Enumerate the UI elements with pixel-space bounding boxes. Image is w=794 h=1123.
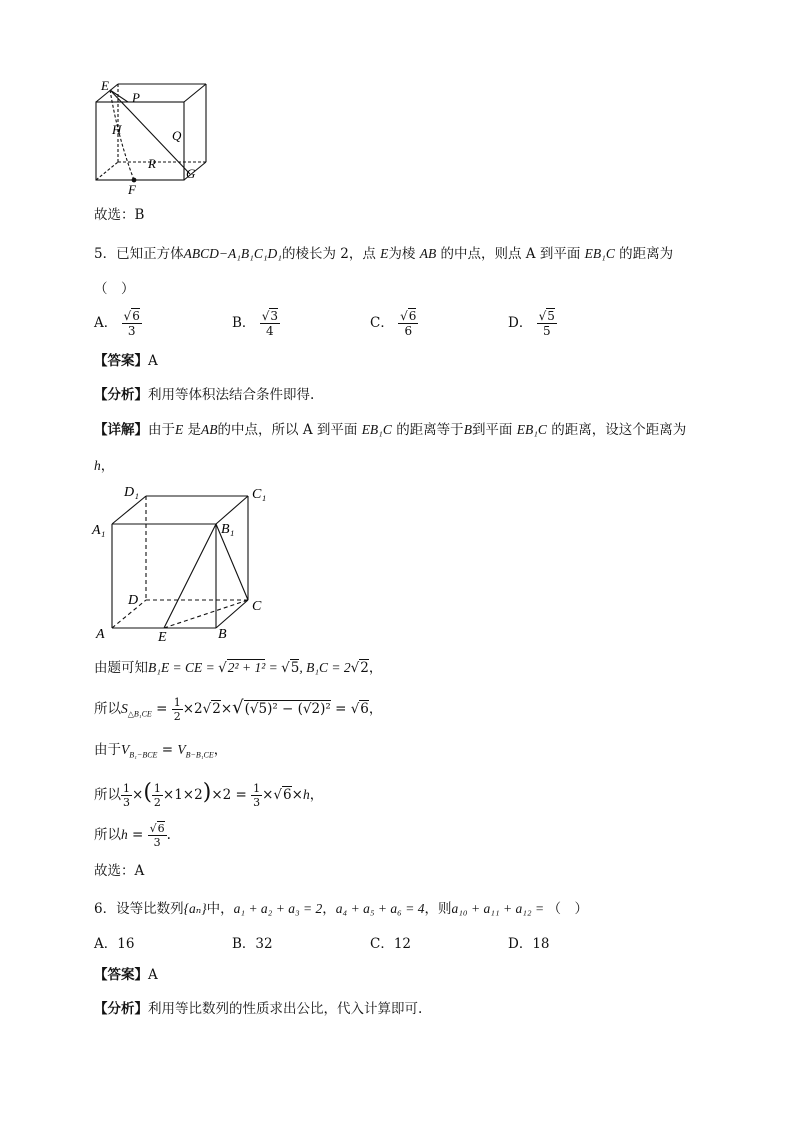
answer-value: A — [148, 353, 158, 369]
label-C1: C₁ — [252, 487, 267, 502]
step-math: = — [127, 827, 148, 843]
detail-text: 的距离，设这个距离为 — [551, 422, 687, 438]
q6-stem — [94, 902, 588, 917]
q5-option-a[interactable] — [94, 310, 142, 337]
analysis-text: 利用等体积法结合条件即得. — [148, 387, 315, 403]
q6-text: ，则 — [424, 901, 452, 917]
option-fraction: $\frac{√6}{6}$ — [400, 309, 417, 338]
q6-answer — [94, 969, 158, 983]
option-label: B． — [232, 315, 256, 331]
q5-mid1: 的棱长为 2，点 — [281, 246, 376, 262]
cube-figure — [90, 480, 280, 645]
detail-b: B — [463, 422, 472, 437]
detail-text: 的距离等于 — [396, 422, 464, 438]
step-math: × — [262, 787, 274, 803]
step-sub: △B₁CE — [127, 709, 152, 719]
step-radicand: 2 — [212, 701, 221, 717]
label-P: P — [132, 90, 140, 105]
q6-option-b[interactable]: B．32 — [232, 936, 273, 952]
step-math: V — [121, 742, 130, 757]
q5-detail-h — [94, 459, 114, 474]
step-math: , B₁C = 2 — [299, 660, 351, 675]
step-math: ×2 — [182, 701, 203, 717]
step-radicand: 5 — [290, 660, 300, 676]
label-D1: D₁ — [124, 485, 139, 500]
cube-figure-top — [88, 78, 218, 200]
q6-seq: {aₙ} — [183, 901, 207, 916]
step-radicand: (√5)² − (√2)² — [244, 701, 331, 717]
step-math: h — [121, 827, 128, 842]
q5-point-e: E — [380, 246, 389, 261]
option-fraction: $\frac{√6}{3}$ — [123, 309, 140, 338]
step-math: h — [302, 787, 310, 802]
step-fraction: $\frac{1}{2}$ — [173, 696, 181, 723]
detail-ab: AB — [201, 422, 218, 437]
step-text: 所以 — [94, 787, 121, 803]
analysis-tag: 【分析】 — [94, 1001, 148, 1017]
detail-text: 到平面 — [471, 422, 513, 438]
q5-plane: EB₁C — [584, 246, 615, 261]
step-math: B₁E = CE = — [148, 660, 219, 675]
step-paren: ( — [143, 780, 152, 805]
q6-eq1: a₁ + a₂ + a₃ = 2 — [233, 901, 323, 916]
label-E: E — [101, 78, 109, 93]
detail-h: h — [94, 458, 101, 473]
option-fraction: $\frac{√3}{4}$ — [261, 309, 279, 338]
detail-comma: ， — [100, 458, 115, 474]
step-text: ， — [368, 660, 383, 676]
q6-option-a[interactable]: A．16 — [94, 936, 135, 952]
option-fraction: $\frac{√5}{5}$ — [538, 309, 555, 338]
detail-tag: 【详解】 — [94, 422, 148, 438]
step-5 — [94, 823, 171, 848]
step-text: 所以 — [94, 827, 121, 843]
q6-eq2: a₄ + a₅ + a₆ = 4 — [335, 901, 425, 916]
q5-detail — [94, 423, 686, 438]
step-fraction: $\frac{1}{2}$ — [153, 782, 161, 809]
detail-e: E — [175, 422, 184, 437]
label-G: G — [186, 166, 196, 181]
q5-option-b[interactable] — [232, 310, 280, 337]
choose-line: 故选：A — [94, 863, 145, 879]
step-1: 由题可知B₁E = CE = √2² + 1² = √5, B₁C = 2√2， — [94, 660, 383, 676]
step-sub: B₁−BCE — [129, 750, 158, 760]
label-A1: A₁ — [92, 523, 106, 538]
q5-analysis — [94, 389, 314, 403]
label-E: E — [158, 630, 167, 645]
step-math: = — [330, 701, 351, 717]
step-3 — [94, 743, 227, 760]
label-F: F — [128, 182, 136, 197]
step-text: ， — [368, 701, 383, 717]
step-math: S — [121, 701, 128, 716]
label-B: B — [218, 627, 227, 642]
step-radicand: 6 — [283, 787, 292, 803]
step-text: 由题可知 — [94, 660, 148, 676]
answer-value: A — [148, 967, 158, 983]
label-H: H — [112, 122, 122, 137]
step-radicand: 2² + 1² — [227, 660, 266, 675]
q6-prefix: 6．设等比数列 — [94, 901, 184, 917]
label-R: R — [148, 156, 156, 171]
step-sub: B−B₁CE — [185, 750, 214, 760]
step-fraction: $\frac{1}{3}$ — [253, 782, 261, 809]
step-math: × — [132, 787, 144, 803]
q5-stem — [94, 247, 673, 262]
label-C: C — [252, 599, 262, 614]
q5-mid2: 为棱 — [388, 246, 416, 262]
q6-option-d[interactable]: D．18 — [508, 936, 550, 952]
step-2: 所以$S_{\triangle B_1CE}$ = $\frac{1}{2}$ ×2√2×√(√5)² − (√2)² = √6， — [94, 696, 383, 723]
q5-answer — [94, 355, 158, 369]
step-text: ， — [309, 787, 324, 803]
step-text: ， — [213, 742, 228, 758]
label-Q: Q — [172, 128, 182, 143]
step-fraction: $\frac{1}{3}$ — [123, 782, 130, 809]
step-paren: ) — [202, 780, 212, 805]
detail-text: 的中点，所以 A 到平面 — [217, 422, 358, 438]
q6-text: ， — [322, 901, 336, 917]
step-4: 所以 $\frac{1}{3}$ ×( $\frac{1}{2}$ ×1×2)×2 = $\frac{1}{3}$ ×√6×h， — [94, 780, 324, 809]
detail-text: 是 — [187, 422, 202, 438]
step-text: 所以 — [94, 701, 121, 717]
step-math: = — [151, 701, 172, 717]
step-math: × — [220, 701, 233, 717]
answer-tag: 【答案】 — [94, 353, 148, 369]
q5-option-c[interactable] — [370, 310, 418, 337]
answer-tag: 【答案】 — [94, 967, 148, 983]
detail-text: 由于 — [148, 422, 175, 438]
q5-edge-ab: AB — [419, 246, 437, 261]
step-math: ×1×2 — [162, 787, 203, 803]
q5-solid: ABCD−A₁B₁C₁D₁ — [183, 246, 282, 261]
q6-text: 中， — [206, 901, 234, 917]
choose-line-prev: 故选：B — [94, 207, 145, 223]
label-B1: B₁ — [221, 522, 235, 537]
option-label: C． — [370, 315, 394, 331]
step-text: 由于 — [94, 742, 121, 758]
q5-suffix: 的距离为 — [619, 246, 674, 262]
q6-option-c[interactable]: C．12 — [370, 936, 412, 952]
step-fraction: $\frac{√6}{3}$ — [149, 822, 165, 849]
step-radicand: 2 — [360, 660, 369, 676]
label-D: D — [128, 593, 139, 608]
step-math: = — [265, 660, 282, 675]
step-math: × — [291, 787, 303, 803]
q5-prefix: 5．已知正方体 — [94, 246, 184, 262]
q5-paren: （ ） — [94, 281, 135, 297]
q6-analysis — [94, 1003, 422, 1017]
option-label: A． — [94, 315, 118, 331]
label-A: A — [96, 627, 105, 642]
step-text: . — [166, 827, 171, 843]
step-math: = — [157, 742, 178, 758]
detail-plane: EB₁C — [361, 422, 392, 437]
q5-mid3: 的中点，则点 A 到平面 — [440, 246, 581, 262]
analysis-tag: 【分析】 — [94, 387, 148, 403]
q6-eq3: a₁₀ + a₁₁ + a₁₂ = — [451, 901, 548, 916]
q5-option-d[interactable] — [508, 310, 557, 337]
q6-paren: （ ） — [547, 901, 588, 917]
step-radicand: 6 — [360, 701, 369, 717]
step-math: ×2 = — [211, 787, 252, 803]
detail-plane: EB₁C — [516, 422, 547, 437]
step-math: V — [177, 742, 186, 757]
option-label: D． — [508, 315, 533, 331]
analysis-text: 利用等比数列的性质求出公比，代入计算即可. — [148, 1001, 423, 1017]
